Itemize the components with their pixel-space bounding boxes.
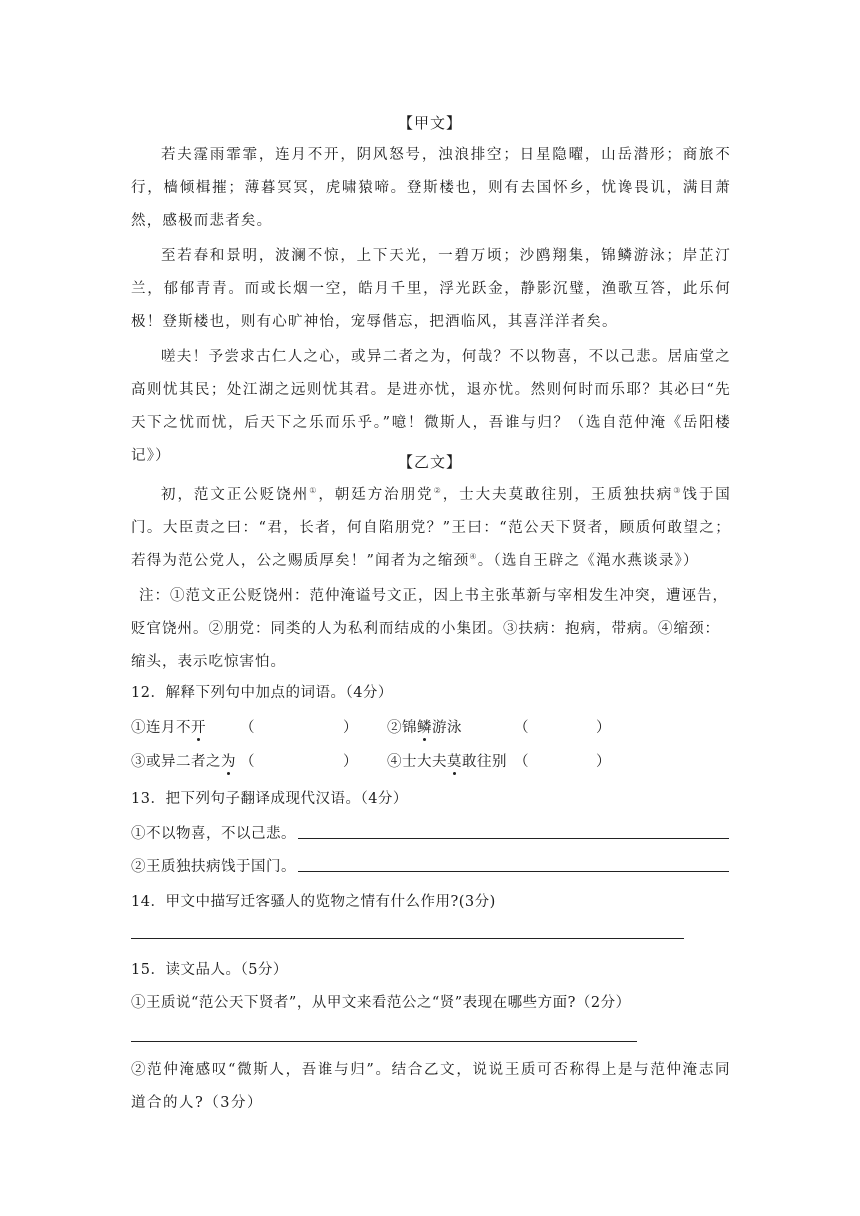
- q13-answer-line-2[interactable]: [298, 871, 729, 872]
- footnote-marker: ①: [309, 486, 319, 496]
- q12-item-1-open-paren: （: [240, 720, 255, 736]
- text-span: 游泳: [432, 720, 462, 736]
- q14-answer-line[interactable]: [131, 938, 684, 939]
- question-14-stem: 14．甲文中描写迁客骚人的览物之情有什么作用?(3分): [131, 894, 496, 910]
- dotted-word: 莫: [447, 754, 462, 770]
- question-13-stem: 13．把下列句子翻译成现代汉语。（4分）: [131, 791, 408, 807]
- section-a-title: 【甲文】: [397, 114, 462, 132]
- q12-item-1: [131, 716, 206, 737]
- question-15-stem: 15．读文品人。（5分）: [131, 962, 288, 978]
- section-b-paragraph: [131, 479, 731, 578]
- text-span: ③或异二者之: [131, 754, 221, 770]
- q12-item-4-open-paren: （: [514, 754, 529, 770]
- q12-item-3-close-paren: ）: [343, 754, 358, 770]
- text-span: ，朝廷方治朋党: [318, 487, 434, 503]
- q15-subquestion-1: ①王质说“范公天下贤者”，从甲文来看范公之“贤”表现在哪些方面?（2分）: [131, 995, 631, 1011]
- q15-answer-line-1[interactable]: [131, 1041, 637, 1042]
- q12-item-2-close-paren: ）: [596, 720, 611, 736]
- section-b-title: 【乙文】: [397, 453, 462, 471]
- q15-subquestion-2: ②范仲淹感叹“微斯人，吾谁与归”。结合乙文，说说王质可否称得上是与范仲淹志同道合的人?（3分）: [131, 1062, 731, 1111]
- question-12-stem: 12．解释下列句中加点的词语。（4分）: [131, 685, 393, 701]
- q12-item-3: [131, 750, 236, 771]
- text-span: 初，范文正公贬饶州: [161, 487, 310, 503]
- section-a-paragraph-2: 至若春和景明，波澜不惊，上下天光，一碧万顷；沙鸥翔集，锦鳞游泳；岸芷汀兰，郁郁青青。而或长烟一空，皓月千里，浮光跃金，静影沉璧，渔歌互答，此乐何极！登斯楼也，则有心旷神怡，宠辱偕忘，把酒临风，其喜洋洋者矣。: [131, 248, 731, 330]
- text-span: 敢往别: [462, 754, 507, 770]
- q13-sentence-2: ②王质独扶病饯于国门。: [131, 859, 296, 875]
- section-a-paragraph-1: 若夫霪雨霏霏，连月不开，阴风怒号，浊浪排空；日星隐曜，山岳潜形；商旅不行，樯倾楫摧；薄暮冥冥，虎啸猿啼。登斯楼也，则有去国怀乡，忧谗畏讥，满目萧然，感极而悲者矣。: [131, 147, 731, 229]
- section-b-note: 注：①范文正公贬饶州：范仲淹谥号文正，因上书主张革新与宰相发生冲突，遭诬告，贬官饶州。②朋党：同类的人为私利而结成的小集团。③扶病：抱病，带病。④缩颈：缩头，表示吃惊害怕。: [131, 588, 728, 670]
- footnote-marker: ③: [673, 486, 683, 496]
- q13-sentence-1: ①不以物喜，不以己悲。: [131, 826, 296, 842]
- q12-item-1-close-paren: ）: [343, 720, 358, 736]
- text-span: 饯于国门。大臣责之曰：“君，长者，何自陷朋党？”王曰：“范公天下贤者，顾质何敢望之；若得为范公党人，公之赐质厚矣！”闻者为之缩颈: [131, 487, 731, 569]
- text-span: ④士大夫: [387, 754, 447, 770]
- q12-item-4: [387, 750, 507, 771]
- q12-item-3-open-paren: （: [240, 754, 255, 770]
- q12-item-2: [387, 716, 462, 737]
- text-span: ，士大夫莫敢往别，王质独扶病: [442, 487, 674, 503]
- dotted-word: 开: [191, 720, 206, 736]
- q12-item-2-open-paren: （: [514, 720, 529, 736]
- q12-item-4-close-paren: ）: [596, 754, 611, 770]
- text-span: ①连月不: [131, 720, 191, 736]
- text-span: 。（选自王辟之《渑水燕谈录》）: [477, 553, 699, 569]
- section-a-paragraph-3: 嗟夫！予尝求古仁人之心，或异二者之为，何哉？不以物喜，不以己悲。居庙堂之高则忧其民；处江湖之远则忧其君。是进亦忧，退亦忧。然则何时而乐耶？其必曰“先天下之忧而忧，后天下之乐而乐乎。”噫！微斯人，吾谁与归？（选自范仲淹《岳阳楼记》）: [131, 349, 731, 464]
- footnote-marker: ②: [433, 486, 443, 496]
- q13-answer-line-1[interactable]: [298, 838, 729, 839]
- footnote-marker: ④: [469, 552, 478, 562]
- dotted-word: 鳞: [417, 720, 432, 736]
- dotted-word: 为: [221, 754, 236, 770]
- text-span: ②锦: [387, 720, 417, 736]
